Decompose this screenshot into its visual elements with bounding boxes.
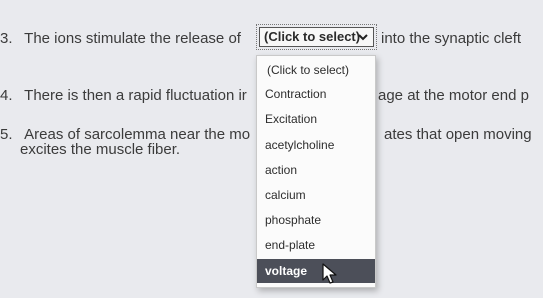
question-continuation: excites the muscle fiber. <box>20 141 181 158</box>
option-end-plate[interactable]: end-plate <box>265 238 316 252</box>
question-line-3 <box>0 30 241 48</box>
option-voltage[interactable]: voltage <box>257 259 375 283</box>
question-number: 4. <box>0 87 13 104</box>
question-text-before: Areas of sarcolemma near the mo <box>24 126 251 143</box>
answer-select[interactable] <box>259 27 374 47</box>
question-text-after: into the synaptic cleft <box>381 30 522 47</box>
option-excitation[interactable]: Excitation <box>265 112 318 126</box>
question-text-before: There is then a rapid fluctuation ir <box>24 87 247 104</box>
question-text-before: The ions stimulate the release of <box>24 30 241 47</box>
option-placeholder[interactable]: (Click to select) <box>267 63 350 77</box>
question-text-after: ates that open moving <box>384 126 532 143</box>
question-text-after: age at the motor end p <box>378 87 529 104</box>
select-value: (Click to select) <box>264 29 361 44</box>
option-contraction[interactable]: Contraction <box>265 87 327 101</box>
chevron-down-icon <box>357 28 369 46</box>
select-dropdown-list[interactable] <box>256 55 376 288</box>
option-phosphate[interactable]: phosphate <box>265 213 322 227</box>
mouse-cursor-icon <box>322 263 340 285</box>
option-calcium[interactable]: calcium <box>265 188 306 202</box>
question-number: 3. <box>0 30 13 47</box>
question-number: 5. <box>0 126 13 143</box>
option-acetylcholine[interactable]: acetylcholine <box>265 138 335 152</box>
option-action[interactable]: action <box>265 163 298 177</box>
question-line-4 <box>0 87 247 105</box>
